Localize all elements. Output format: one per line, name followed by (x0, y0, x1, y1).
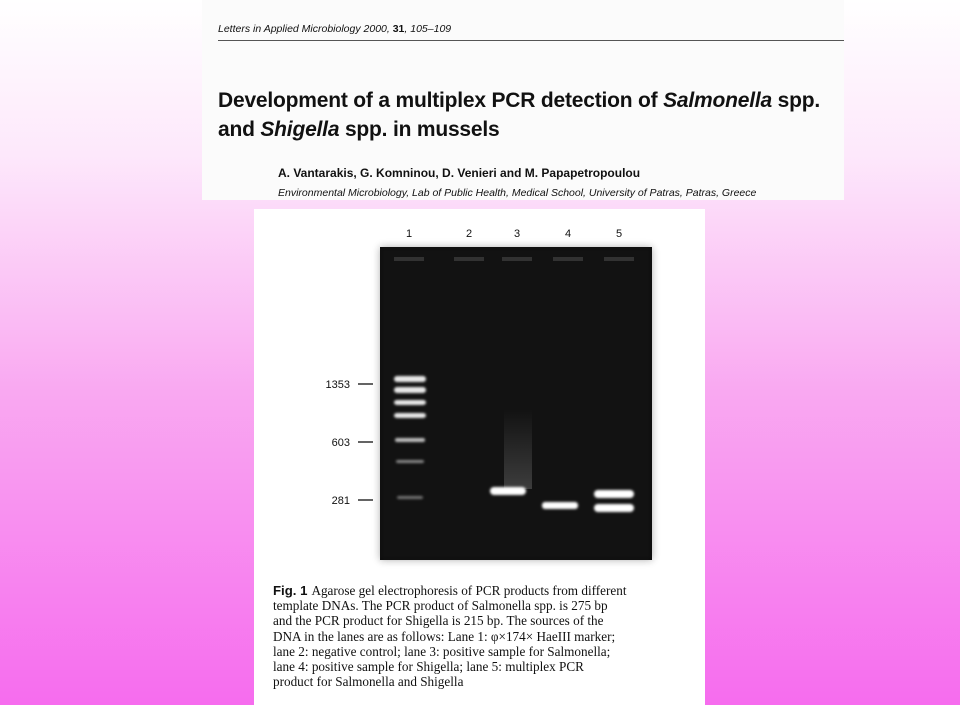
lane-3-smear (504, 409, 532, 489)
lane-label-5: 5 (615, 228, 623, 240)
marker-size-labels (326, 379, 373, 507)
figure-label: Fig. 1 (273, 583, 308, 598)
journal-citation (218, 23, 451, 35)
band-lane-5-shigella (594, 504, 634, 512)
title-genus-salmonella: Salmonella (663, 89, 772, 112)
caption-line: lane 2: negative control; lane 3: positive sample for Salmonella; (273, 643, 611, 659)
paper-authors: A. Vantarakis, G. Komninou, D. Venieri and M. Papapetropoulou (278, 166, 641, 180)
well-5 (604, 257, 634, 261)
title-part: spp. in mussels (339, 118, 500, 141)
ladder-band (395, 438, 425, 442)
journal-volume: 31 (392, 23, 405, 35)
title-part: spp. (771, 89, 820, 112)
lane-label-4: 4 (564, 228, 572, 240)
caption-line: DNA in the lanes are as follows: Lane 1: φ×174× HaeIII marker; (273, 628, 616, 644)
lane-labels (406, 228, 622, 240)
paper-header (202, 0, 844, 200)
lane-label-2: 2 (465, 228, 473, 240)
paper-title (218, 86, 838, 144)
well-1 (394, 257, 424, 261)
marker-label-1353: 1353 (325, 379, 350, 391)
band-lane-5-salmonella (594, 490, 634, 498)
ladder-band (394, 376, 426, 382)
gel-figure (254, 209, 705, 579)
lane-label-1: 1 (405, 228, 413, 240)
title-genus-shigella: Shigella (260, 118, 340, 141)
ladder-band (394, 400, 426, 405)
caption-line: lane 4: positive sample for Shigella; lane 5: multiplex PCR (273, 659, 584, 675)
header-rule (218, 40, 844, 41)
marker-label-603: 603 (331, 437, 350, 449)
paper-affiliation: Environmental Microbiology, Lab of Public Health, Medical School, University of Patras, Patras, Greece (278, 187, 757, 199)
well-4 (553, 257, 583, 261)
caption-text: Agarose gel electrophoresis of PCR products from different (311, 583, 627, 598)
lane-label-3: 3 (513, 228, 521, 240)
marker-label-281: 281 (331, 495, 350, 507)
band-lane-3-salmonella (490, 487, 526, 495)
ladder-band (397, 496, 423, 499)
figure-caption (273, 583, 707, 689)
journal-name: Letters in Applied Microbiology 2000, (218, 23, 390, 35)
caption-line: product for Salmonella and Shigella (273, 674, 464, 690)
journal-pages: , 105–109 (404, 23, 452, 35)
title-part: Development of a multiplex PCR detection of (218, 89, 664, 112)
title-part: and (218, 118, 261, 141)
caption-line: and the PCR product for Shigella is 215 bp. The sources of the (273, 613, 604, 629)
well-2 (454, 257, 484, 261)
ladder-band (394, 387, 426, 393)
caption-line (273, 583, 707, 598)
ladder-band (394, 413, 426, 418)
well-3 (502, 257, 532, 261)
band-lane-4-shigella (542, 502, 578, 509)
caption-line: template DNAs. The PCR product of Salmonella spp. is 275 bp (273, 598, 608, 614)
ladder-band (396, 460, 424, 463)
figure-panel (254, 209, 705, 705)
